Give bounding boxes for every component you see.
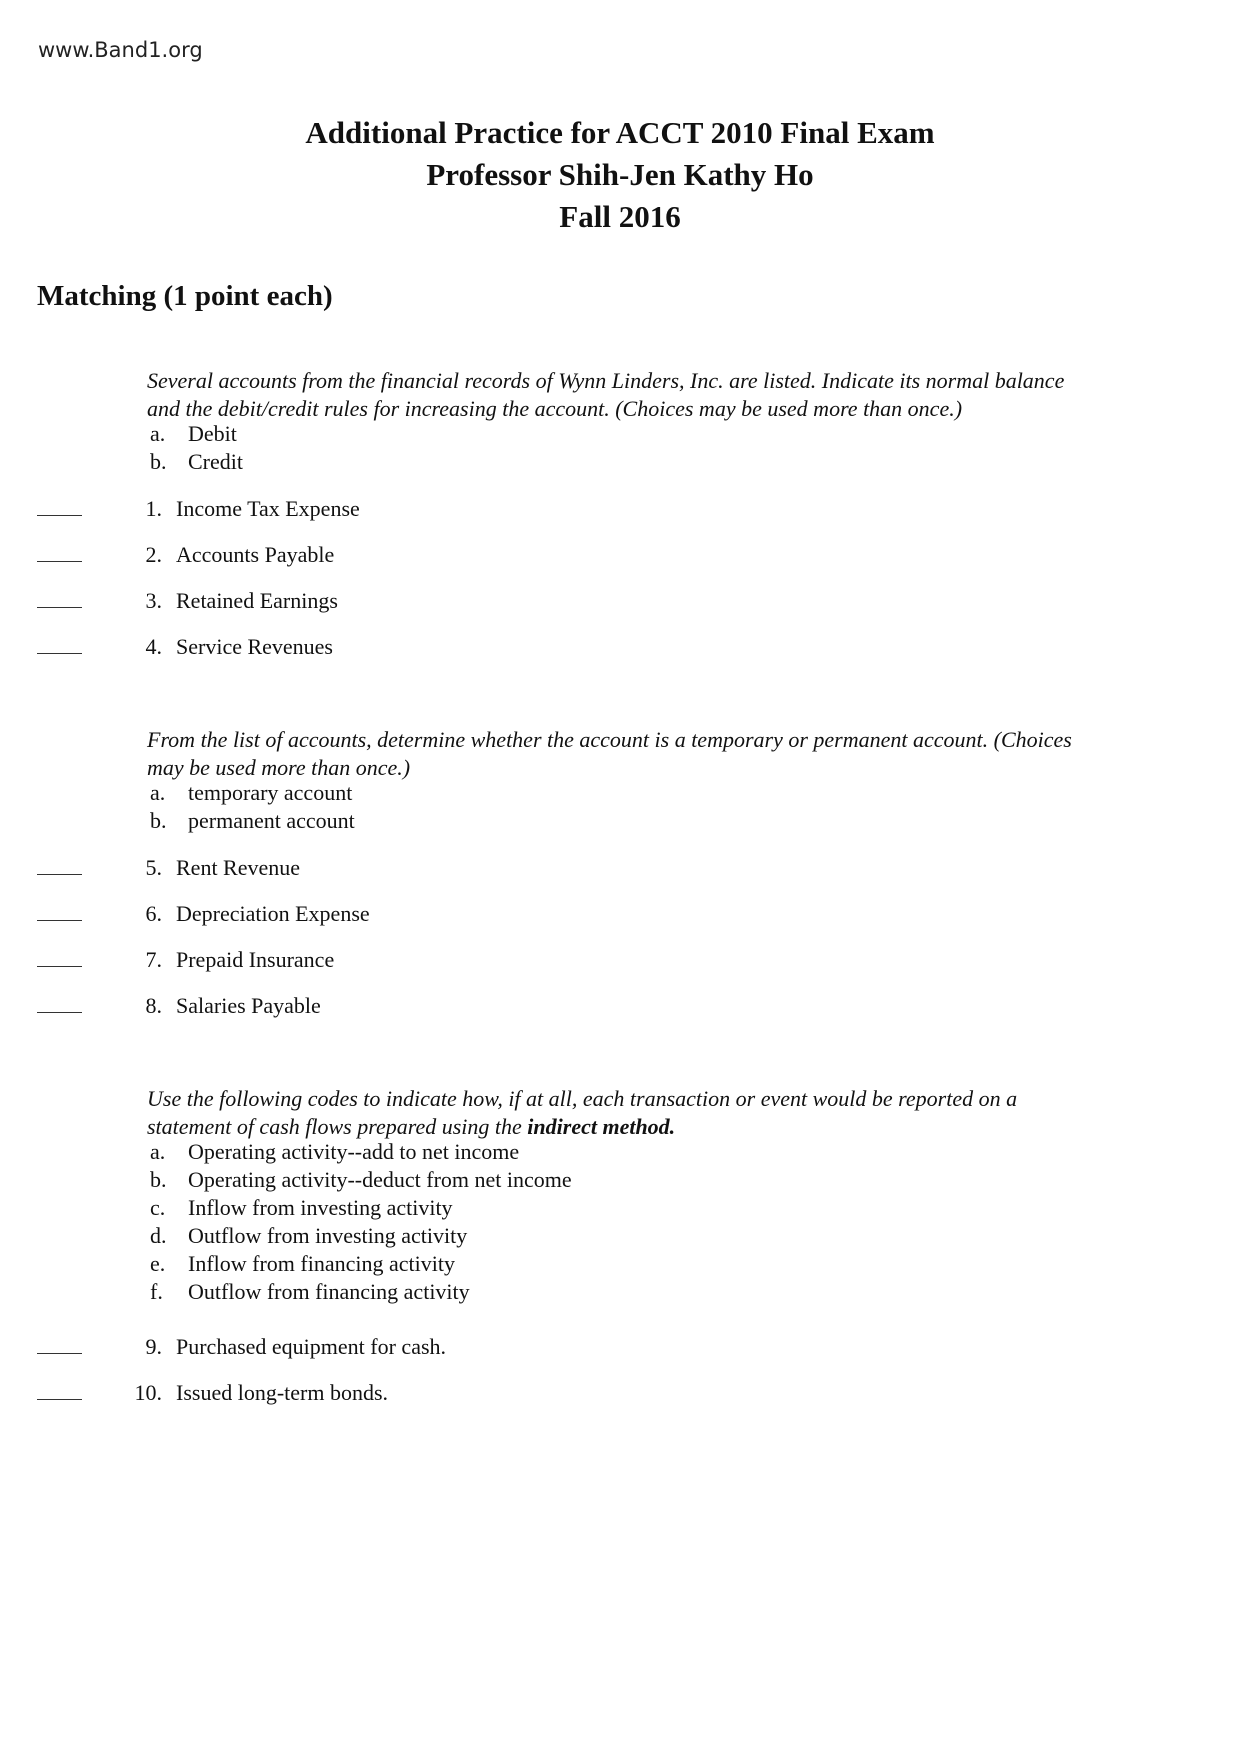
choice-letter: d. [150, 1223, 167, 1248]
matching-item [37, 495, 360, 525]
choice-letter: e. [150, 1251, 166, 1276]
item-text: Rent Revenue [176, 855, 301, 880]
choice-option [150, 1194, 572, 1222]
title-line-professor: Professor Shih-Jen Kathy Ho [426, 157, 814, 192]
choice-letter: b. [150, 449, 167, 474]
item-number: 7. [145, 947, 162, 972]
item-number: 1. [145, 496, 162, 521]
choice-letter: a. [150, 780, 166, 805]
choice-text: Outflow from investing activity [188, 1223, 468, 1248]
item-text: Salaries Payable [176, 993, 321, 1018]
choice-text: Inflow from financing activity [188, 1251, 455, 1276]
answer-blank[interactable] [37, 854, 82, 875]
item-number: 9. [145, 1334, 162, 1359]
matching-item [37, 1333, 446, 1363]
answer-blank[interactable] [37, 946, 82, 967]
choice-text: Operating activity--add to net income [188, 1139, 520, 1164]
watermark-url: www.Band1.org [38, 38, 203, 62]
choice-option [150, 807, 355, 835]
item-text: Retained Earnings [176, 588, 338, 613]
item-number: 6. [145, 901, 162, 926]
group-2-choices [150, 779, 355, 835]
title-line-term: Fall 2016 [559, 199, 681, 234]
matching-item [37, 633, 333, 663]
matching-item [37, 946, 334, 976]
choice-letter: b. [150, 1167, 167, 1192]
choice-letter: c. [150, 1195, 166, 1220]
choice-text: Outflow from financing activity [188, 1279, 470, 1304]
choice-text: Debit [188, 421, 237, 446]
item-text: Purchased equipment for cash. [176, 1334, 447, 1359]
matching-item [37, 1379, 388, 1409]
matching-item [37, 900, 370, 930]
matching-item [37, 854, 300, 884]
item-number: 3. [145, 588, 162, 613]
item-text: Service Revenues [176, 634, 333, 659]
instructions-emphasis: indirect method. [527, 1114, 676, 1139]
choice-option [150, 1222, 572, 1250]
group-3-instructions [147, 1085, 1097, 1141]
choice-letter: f. [150, 1279, 163, 1304]
item-number: 10. [134, 1380, 162, 1405]
document-title [0, 112, 1240, 238]
group-2-instructions: From the list of accounts, determine whether the account is a temporary or permanent account. (Choices may be used more than once.) [147, 727, 1072, 780]
instructions-text: Use the following codes to indicate how, if at all, each transaction or event would be reported on a statement of cash flows prepared using the [147, 1086, 1018, 1139]
item-text: Depreciation Expense [176, 901, 370, 926]
choice-option [150, 1138, 572, 1166]
choice-option [150, 1278, 572, 1306]
item-text: Issued long-term bonds. [176, 1380, 389, 1405]
group-1-choices [150, 420, 243, 476]
answer-blank[interactable] [37, 495, 82, 516]
matching-item [37, 587, 338, 617]
choice-letter: a. [150, 1139, 166, 1164]
matching-item [37, 541, 334, 571]
item-number: 4. [145, 634, 162, 659]
title-line-course: Additional Practice for ACCT 2010 Final Exam [305, 115, 935, 150]
choice-text: temporary account [188, 780, 353, 805]
answer-blank[interactable] [37, 1379, 82, 1400]
answer-blank[interactable] [37, 587, 82, 608]
choice-option [150, 420, 243, 448]
choice-option [150, 1250, 572, 1278]
item-number: 2. [145, 542, 162, 567]
answer-blank[interactable] [37, 541, 82, 562]
item-number: 8. [145, 993, 162, 1018]
answer-blank[interactable] [37, 900, 82, 921]
choice-text: Credit [188, 449, 243, 474]
answer-blank[interactable] [37, 1333, 82, 1354]
item-text: Income Tax Expense [176, 496, 360, 521]
item-text: Prepaid Insurance [176, 947, 335, 972]
choice-option [150, 779, 355, 807]
choice-text: Inflow from investing activity [188, 1195, 453, 1220]
item-text: Accounts Payable [176, 542, 335, 567]
answer-blank[interactable] [37, 633, 82, 654]
choice-letter: b. [150, 808, 167, 833]
choice-option [150, 1166, 572, 1194]
matching-item [37, 992, 321, 1022]
choice-letter: a. [150, 421, 166, 446]
choice-text: Operating activity--deduct from net income [188, 1167, 572, 1192]
answer-blank[interactable] [37, 992, 82, 1013]
group-3-choices [150, 1138, 572, 1306]
section-heading: Matching (1 point each) [37, 280, 333, 312]
item-number: 5. [145, 855, 162, 880]
group-1-instructions: Several accounts from the financial records of Wynn Linders, Inc. are listed. Indicate its normal balance and the debit/credit rules for increasing the account. (Choices may be used more than once.) [147, 368, 1065, 421]
choice-option [150, 448, 243, 476]
choice-text: permanent account [188, 808, 355, 833]
